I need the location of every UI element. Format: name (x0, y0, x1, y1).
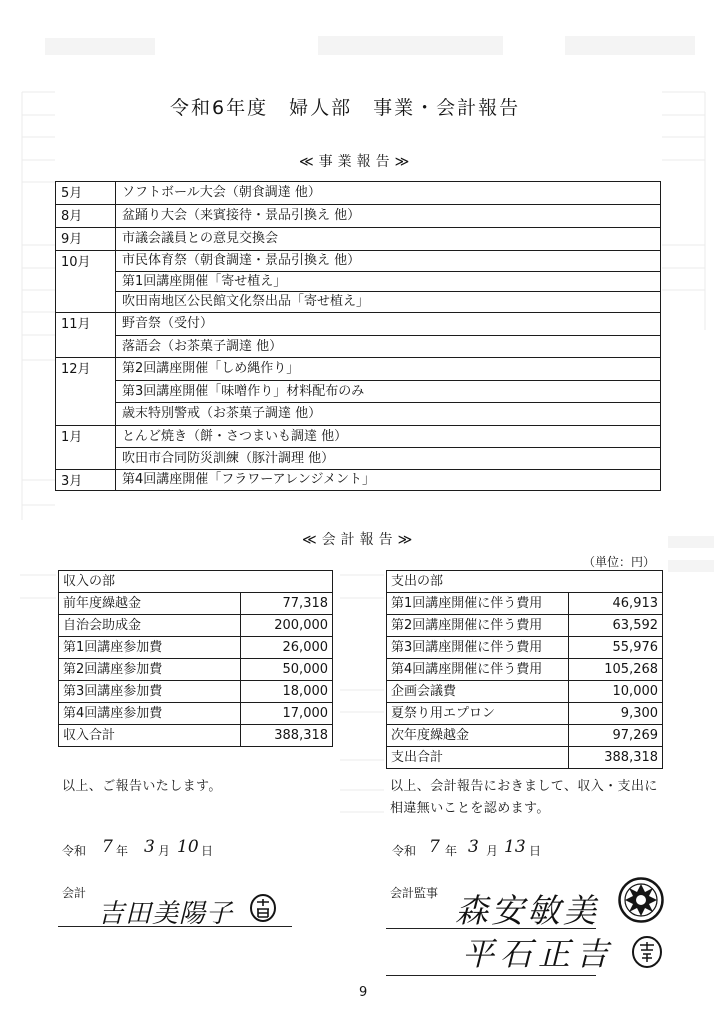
accountant-signature: 吉田美陽子 (98, 899, 234, 929)
date-day-handwritten: 10 (177, 837, 199, 857)
activity-month: 11月 (56, 313, 116, 358)
activity-month: 9月 (56, 228, 116, 251)
date-year-unit: 年 (116, 844, 129, 858)
activity-row (56, 426, 661, 448)
activity-item: 吹田市合同防災訓練（豚汁調理 他） (116, 448, 661, 470)
income-amount: 17,000 (241, 703, 333, 725)
page-title: 令和6年度 婦人部 事業・会計報告 (170, 97, 521, 119)
seal-stamp (249, 893, 277, 923)
activity-month: 5月 (56, 182, 116, 205)
activity-item: 盆踊り大会（来賓接待・景品引換え 他） (116, 205, 661, 228)
activity-row (56, 313, 661, 336)
expense-label: 第4回講座開催に伴う費用 (387, 659, 569, 681)
income-row (59, 659, 333, 681)
activity-item: 吹田南地区公民館文化祭出品「寄せ植え」 (116, 292, 661, 313)
activity-item: 歳末特別警戒（お茶菓子調達 他） (116, 403, 661, 426)
activity-month: 1月 (56, 426, 116, 470)
seal-stamp (631, 935, 663, 969)
income-amount: 77,318 (241, 593, 333, 615)
date-year-handwritten: 7 (102, 837, 113, 857)
activity-item: 第3回講座開催「味噌作り」材料配布のみ (116, 381, 661, 403)
expense-amount: 55,976 (569, 637, 663, 659)
activity-item: 第1回講座開催「寄せ植え」 (116, 272, 661, 292)
income-table (58, 570, 333, 747)
activity-row (56, 272, 661, 292)
income-label: 第1回講座参加費 (59, 637, 241, 659)
income-row (59, 593, 333, 615)
income-row (59, 681, 333, 703)
expense-label: 第3回講座開催に伴う費用 (387, 637, 569, 659)
auditor-role-label: 会計監事 (390, 886, 439, 900)
expense-table (386, 570, 663, 769)
income-row (59, 703, 333, 725)
date-month-unit: 月 (486, 844, 499, 858)
date-era: 令和 (62, 844, 87, 858)
expense-row (387, 703, 663, 725)
expense-row (387, 681, 663, 703)
activity-month: 12月 (56, 358, 116, 426)
auditor-statement-line-1: 以上、会計報告におきまして、収入・支出に (390, 779, 658, 794)
activity-row (56, 381, 661, 403)
expense-header: 支出の部 (387, 571, 663, 593)
expense-amount: 63,592 (569, 615, 663, 637)
expense-row (387, 637, 663, 659)
accounting-report-heading: ≪会計報告≫ (302, 532, 418, 548)
auditor-signature-1: 森安敏美 (455, 891, 599, 930)
expense-header-row (387, 571, 663, 593)
activity-item: 第2回講座開催「しめ縄作り」 (116, 358, 661, 381)
expense-row (387, 615, 663, 637)
activity-item: 市民体育祭（朝食調達・景品引換え 他） (116, 251, 661, 272)
accountant-role-label: 会計 (62, 886, 87, 900)
activity-month: 3月 (56, 470, 116, 491)
auditor-statement-line-2: 相違無いことを認めます。 (390, 801, 550, 816)
expense-row (387, 725, 663, 747)
activity-row (56, 292, 661, 313)
expense-amount: 105,268 (569, 659, 663, 681)
expense-label: 第1回講座開催に伴う費用 (387, 593, 569, 615)
income-total-row (59, 725, 333, 747)
date-month-unit: 月 (158, 844, 171, 858)
date-era: 令和 (392, 844, 417, 858)
activity-item: 落語会（お茶菓子調達 他） (116, 336, 661, 358)
signature-line (386, 975, 596, 976)
activity-row (56, 228, 661, 251)
activity-item: 市議会議員との意見交換会 (116, 228, 661, 251)
activity-item: 第4回講座開催「フラワーアレンジメント」 (116, 470, 661, 491)
date-day-handwritten: 13 (504, 837, 526, 857)
expense-row (387, 659, 663, 681)
activity-item: とんど焼き（餅・さつまいも調達 他） (116, 426, 661, 448)
income-amount: 50,000 (241, 659, 333, 681)
activity-row (56, 448, 661, 470)
income-row (59, 615, 333, 637)
seal-stamp (617, 876, 665, 924)
date-month-handwritten: 3 (144, 837, 155, 857)
expense-label: 次年度繰越金 (387, 725, 569, 747)
income-total-label: 収入合計 (59, 725, 241, 747)
currency-unit-note: （単位：円） (583, 555, 656, 569)
page-number: 9 (359, 985, 368, 1000)
date-month-handwritten: 3 (468, 837, 479, 857)
activity-row (56, 182, 661, 205)
auditor-signature-2: 平石正吉 (462, 935, 615, 973)
income-total-amount: 388,318 (241, 725, 333, 747)
expense-amount: 9,300 (569, 703, 663, 725)
income-row (59, 637, 333, 659)
activity-row (56, 336, 661, 358)
activity-month: 8月 (56, 205, 116, 228)
expense-total-label: 支出合計 (387, 747, 569, 769)
expense-row (387, 593, 663, 615)
activity-item: ソフトボール大会（朝食調達 他） (116, 182, 661, 205)
signature-line (58, 926, 292, 927)
accountant-statement: 以上、ご報告いたします。 (62, 779, 222, 794)
date-day-unit: 日 (529, 844, 542, 858)
expense-label: 第2回講座開催に伴う費用 (387, 615, 569, 637)
income-label: 第4回講座参加費 (59, 703, 241, 725)
activity-item: 野音祭（受付） (116, 313, 661, 336)
expense-amount: 10,000 (569, 681, 663, 703)
activity-row (56, 251, 661, 272)
date-day-unit: 日 (201, 844, 214, 858)
expense-label: 企画会議費 (387, 681, 569, 703)
activity-row (56, 358, 661, 381)
income-label: 前年度繰越金 (59, 593, 241, 615)
income-header-row (59, 571, 333, 593)
income-amount: 18,000 (241, 681, 333, 703)
activity-row (56, 205, 661, 228)
expense-label: 夏祭り用エプロン (387, 703, 569, 725)
activity-table (55, 181, 661, 491)
income-label: 第2回講座参加費 (59, 659, 241, 681)
activity-report-heading: ≪事業報告≫ (299, 154, 415, 170)
activity-row (56, 403, 661, 426)
income-header: 収入の部 (59, 571, 333, 593)
activity-month: 10月 (56, 251, 116, 313)
date-year-unit: 年 (445, 844, 458, 858)
income-amount: 26,000 (241, 637, 333, 659)
expense-total-amount: 388,318 (569, 747, 663, 769)
income-label: 第3回講座参加費 (59, 681, 241, 703)
income-label: 自治会助成金 (59, 615, 241, 637)
activity-row (56, 470, 661, 491)
expense-amount: 46,913 (569, 593, 663, 615)
date-year-handwritten: 7 (429, 837, 440, 857)
income-amount: 200,000 (241, 615, 333, 637)
expense-total-row (387, 747, 663, 769)
expense-amount: 97,269 (569, 725, 663, 747)
